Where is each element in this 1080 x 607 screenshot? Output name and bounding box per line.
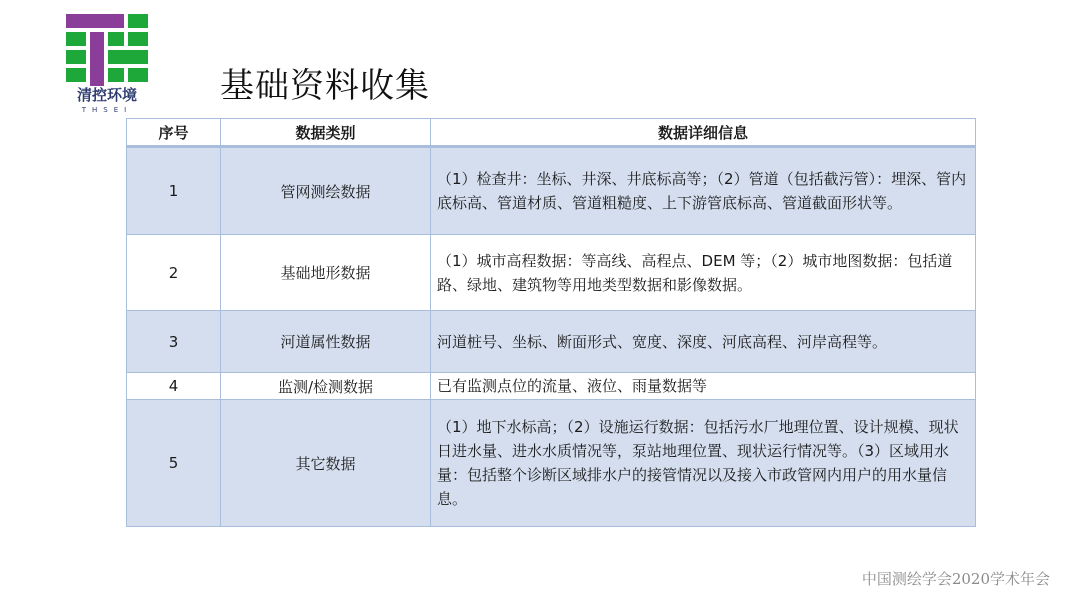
- cell-category: 基础地形数据: [221, 235, 431, 311]
- slide-title: 基础资料收集: [220, 66, 430, 106]
- table-row: [127, 400, 976, 527]
- cell-no: 2: [127, 235, 221, 311]
- logo-subtext: THSEI: [81, 106, 133, 114]
- company-logo: [66, 14, 148, 122]
- header-no: 序号: [127, 119, 221, 147]
- cell-category: 监测/检测数据: [221, 373, 431, 400]
- cell-category: 河道属性数据: [221, 311, 431, 373]
- cell-detail: 已有监测点位的流量、液位、雨量数据等: [431, 373, 976, 400]
- cell-detail: 河道桩号、坐标、断面形式、宽度、深度、河底高程、河岸高程等。: [431, 311, 976, 373]
- table-row: [127, 147, 976, 235]
- logo-mark: [66, 14, 148, 86]
- cell-no: 3: [127, 311, 221, 373]
- cell-detail: （1）城市高程数据：等高线、高程点、DEM 等；（2）城市地图数据：包括道路、绿地、建筑物等用地类型数据和影像数据。: [431, 235, 976, 311]
- logo-text: 清控环境: [76, 86, 137, 104]
- cell-no: 5: [127, 400, 221, 527]
- cell-detail: （1）检查井：坐标、井深、井底标高等；（2）管道（包括截污管）：埋深、管内底标高、管道材质、管道粗糙度、上下游管底标高、管道截面形状等。: [431, 147, 976, 235]
- cell-no: 4: [127, 373, 221, 400]
- table-row: [127, 235, 976, 311]
- table-header-row: [127, 119, 976, 147]
- footer-text: 中国测绘学会2020学术年会: [861, 570, 1050, 588]
- table-row: [127, 311, 976, 373]
- table-row: [127, 373, 976, 400]
- header-category: 数据类别: [221, 119, 431, 147]
- cell-no: 1: [127, 147, 221, 235]
- cell-detail: （1）地下水标高；（2）设施运行数据：包括污水厂地理位置、设计规模、现状日进水量、进水水质情况等，泵站地理位置、现状运行情况等。（3）区域用水量：包括整个诊断区域排水户的接管情况以及接入市政管网内用户的用水量信息。: [431, 400, 976, 527]
- header-detail: 数据详细信息: [431, 119, 976, 147]
- cell-category: 管网测绘数据: [221, 147, 431, 235]
- cell-category: 其它数据: [221, 400, 431, 527]
- data-table: [126, 118, 976, 527]
